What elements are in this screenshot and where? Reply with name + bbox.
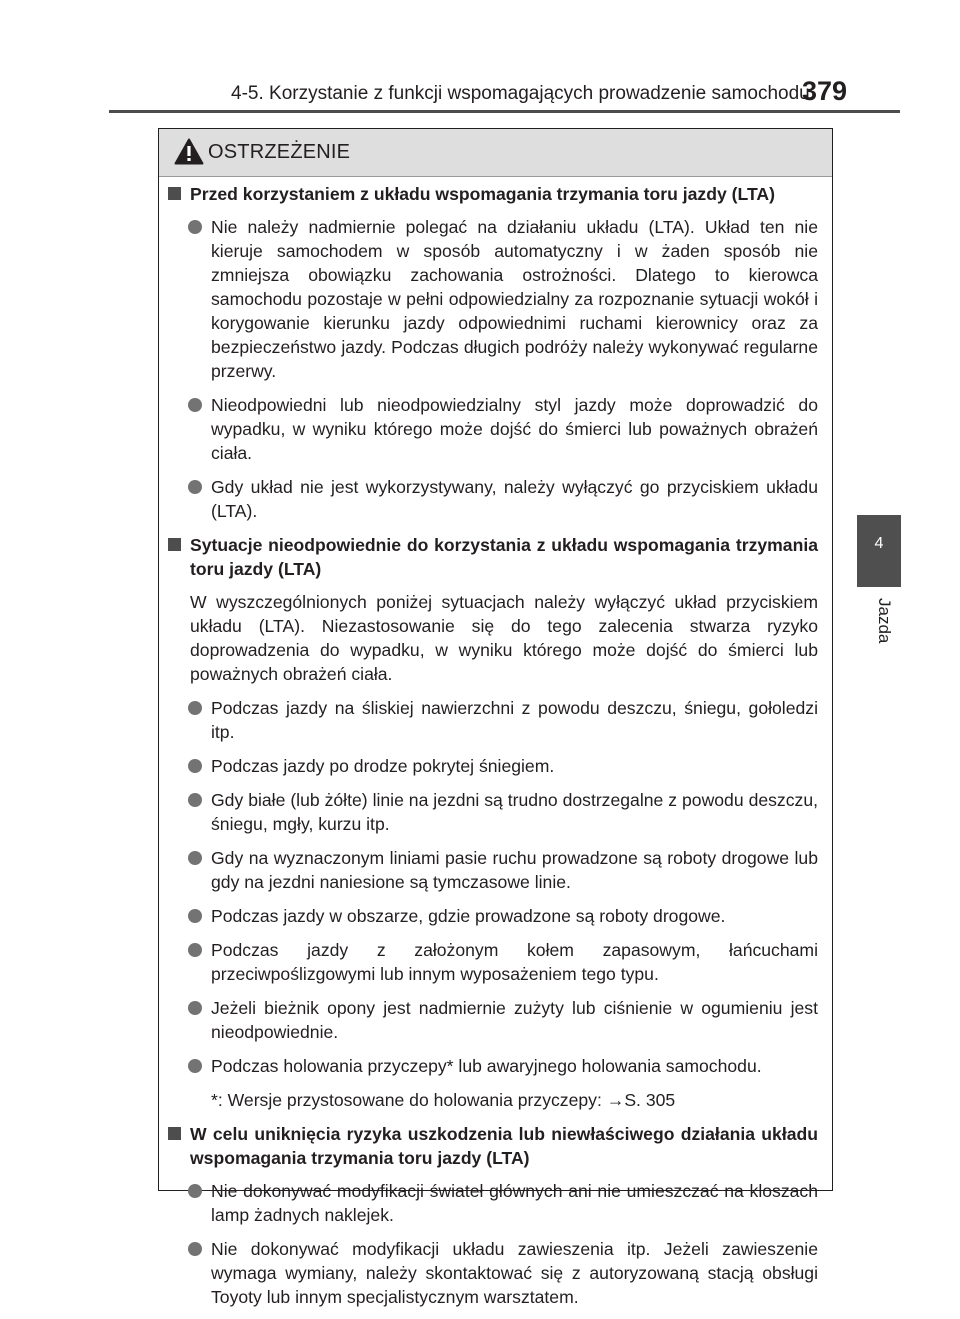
square-bullet-icon bbox=[168, 1127, 181, 1140]
section-heading: Przed korzystaniem z układu wspomagania trzymania toru jazdy (LTA) bbox=[168, 182, 818, 206]
round-bullet-icon bbox=[188, 909, 202, 923]
chapter-tab bbox=[857, 515, 901, 587]
page-number: 379 bbox=[802, 76, 848, 106]
chapter-label bbox=[857, 598, 901, 658]
round-bullet-icon bbox=[188, 759, 202, 773]
chapter-number: 4 bbox=[874, 535, 884, 552]
bullet-item: Jeżeli bieżnik opony jest nadmiernie zużyty lub ciśnienie w ogumieniu jest nieodpowiednie. bbox=[168, 996, 818, 1044]
round-bullet-icon bbox=[188, 220, 202, 234]
header-rule bbox=[109, 110, 900, 113]
round-bullet-icon bbox=[188, 1001, 202, 1015]
warning-header bbox=[159, 129, 832, 177]
bullet-item: Nie dokonywać modyfikacji świateł głównych ani nie umieszczać na kloszach lamp żadnych naklejek. bbox=[168, 1179, 818, 1227]
round-bullet-icon bbox=[188, 1242, 202, 1256]
round-bullet-icon bbox=[188, 1184, 202, 1198]
bullet-item: Nie dokonywać modyfikacji układu zawieszenia itp. Jeżeli zawieszenie wymaga wymiany, należy skontaktować się z autoryzowaną stacją obsługi Toyoty lub innym specjalistycznym warsztatem. bbox=[168, 1237, 818, 1309]
bullet-item: Podczas holowania przyczepy* lub awaryjnego holowania samochodu. bbox=[168, 1054, 818, 1078]
bullet-item: Podczas jazdy w obszarze, gdzie prowadzone są roboty drogowe. bbox=[168, 904, 818, 928]
round-bullet-icon bbox=[188, 398, 202, 412]
round-bullet-icon bbox=[188, 480, 202, 494]
bullet-item: Gdy układ nie jest wykorzystywany, należy wyłączyć go przyciskiem układu (LTA). bbox=[168, 475, 818, 523]
footnote: *: Wersje przystosowane do holowania przyczepy: →S. 305 bbox=[211, 1090, 676, 1110]
square-bullet-icon bbox=[168, 538, 181, 551]
square-bullet-icon bbox=[168, 187, 181, 200]
section-heading: Sytuacje nieodpowiednie do korzystania z układu wspomagania trzymania toru jazdy (LTA) bbox=[168, 533, 818, 581]
bullet-item: Gdy na wyznaczonym liniami pasie ruchu prowadzone są roboty drogowe lub gdy na jezdni naniesione są tymczasowe linie. bbox=[168, 846, 818, 894]
section-intro: W wyszczególnionych poniżej sytuacjach należy wyłączyć układ przyciskiem układu (LTA). Niezastosowanie się do tego zalecenia stwarza ryzyko doprowadzenia do wypadku, w wyniku którego może dojść do śmierci lub poważnych obrażeń ciała. bbox=[190, 592, 818, 684]
bullet-item: Gdy białe (lub żółte) linie na jezdni są trudno dostrzegalne z powodu deszczu, śniegu, mgły, kurzu itp. bbox=[168, 788, 818, 836]
warning-content bbox=[168, 182, 818, 1319]
round-bullet-icon bbox=[188, 943, 202, 957]
chapter-label-text: Jazda bbox=[875, 598, 894, 644]
warning-triangle-icon bbox=[174, 138, 204, 165]
bullet-item: Podczas jazdy z założonym kołem zapasowym, łańcuchami przeciwpoślizgowymi lub innym wyposażeniem tego typu. bbox=[168, 938, 818, 986]
round-bullet-icon bbox=[188, 1059, 202, 1073]
header-title: 4-5. Korzystanie z funkcji wspomagających prowadzenie samochodu bbox=[231, 83, 810, 104]
warning-box bbox=[158, 128, 833, 1307]
round-bullet-icon bbox=[188, 851, 202, 865]
section-heading: W celu uniknięcia ryzyka uszkodzenia lub niewłaściwego działania układu wspomagania trzymania toru jazdy (LTA) bbox=[168, 1122, 818, 1170]
round-bullet-icon bbox=[188, 793, 202, 807]
warning-title: OSTRZEŻENIE bbox=[208, 141, 351, 163]
bullet-item: Nieodpowiedni lub nieodpowiedzialny styl jazdy może doprowadzić do wypadku, w wyniku którego może dojść do śmierci lub poważnych obrażeń ciała. bbox=[168, 393, 818, 465]
bullet-item: Podczas jazdy po drodze pokrytej śniegiem. bbox=[168, 754, 818, 778]
bullet-item: Nie należy nadmiernie polegać na działaniu układu (LTA). Układ ten nie kieruje samochodem w sposób automatyczny i w żaden sposób nie zmniejsza obowiązku zachowania ostrożności. Dlatego to kierowca samochodu pozostaje w pełni odpowiedzialny za rozpoznanie sytuacji wokół i korygowanie kierunku jazdy odpowiednimi ruchami kierownicy oraz za bezpieczeństwo jazdy. Podczas długich podróży należy wykonywać regularne przerwy. bbox=[168, 215, 818, 383]
round-bullet-icon bbox=[188, 701, 202, 715]
bullet-item: Podczas jazdy na śliskiej nawierzchni z powodu deszczu, śniegu, gołoledzi itp. bbox=[168, 696, 818, 744]
page-header bbox=[0, 0, 960, 116]
